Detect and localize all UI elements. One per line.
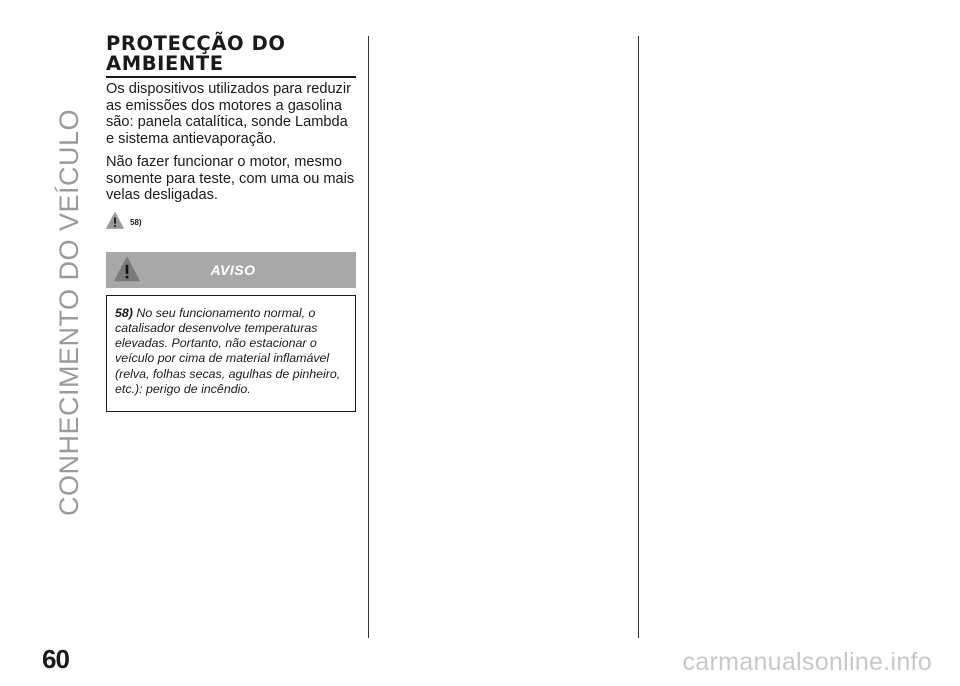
warning-header-bar bbox=[106, 252, 356, 288]
side-section-title-text: CONHECIMENTO DO VEÍCULO bbox=[54, 108, 84, 516]
reference-number: 58) bbox=[130, 217, 142, 227]
page-number: 60 bbox=[42, 644, 69, 674]
heading-underline bbox=[106, 76, 356, 78]
column-divider bbox=[368, 36, 369, 638]
watermark: carmanualsonline.info bbox=[682, 648, 932, 676]
column-divider bbox=[638, 36, 639, 638]
paragraph: Os dispositivos utilizados para reduzir as emissões dos motores a gasolina são: panela catalítica, sonde Lambda e sistema antievaporação. bbox=[106, 81, 351, 147]
note-text: No seu funcionamento normal, o catalisador desenvolve temperaturas elevadas. Portanto, não estacionar o veículo por cima de material inflamável (relva, folhas secas, agulhas de pinheiro, etc.): perigo de incêndio. bbox=[115, 305, 341, 396]
warning-note bbox=[106, 295, 356, 413]
section-heading-line1: PROTECÇÃO DO bbox=[106, 32, 286, 55]
paragraph: Não fazer funcionar o motor, mesmo somente para teste, com uma ou mais velas desligadas. bbox=[106, 154, 355, 203]
warning-triangle-icon bbox=[106, 212, 124, 230]
section-heading bbox=[106, 34, 356, 74]
warning-label: AVISO bbox=[210, 261, 256, 278]
warning-reference[interactable] bbox=[106, 212, 356, 234]
content-column bbox=[106, 34, 356, 412]
note-number: 58) bbox=[115, 305, 133, 320]
section-heading-line2: AMBIENTE bbox=[106, 52, 224, 75]
